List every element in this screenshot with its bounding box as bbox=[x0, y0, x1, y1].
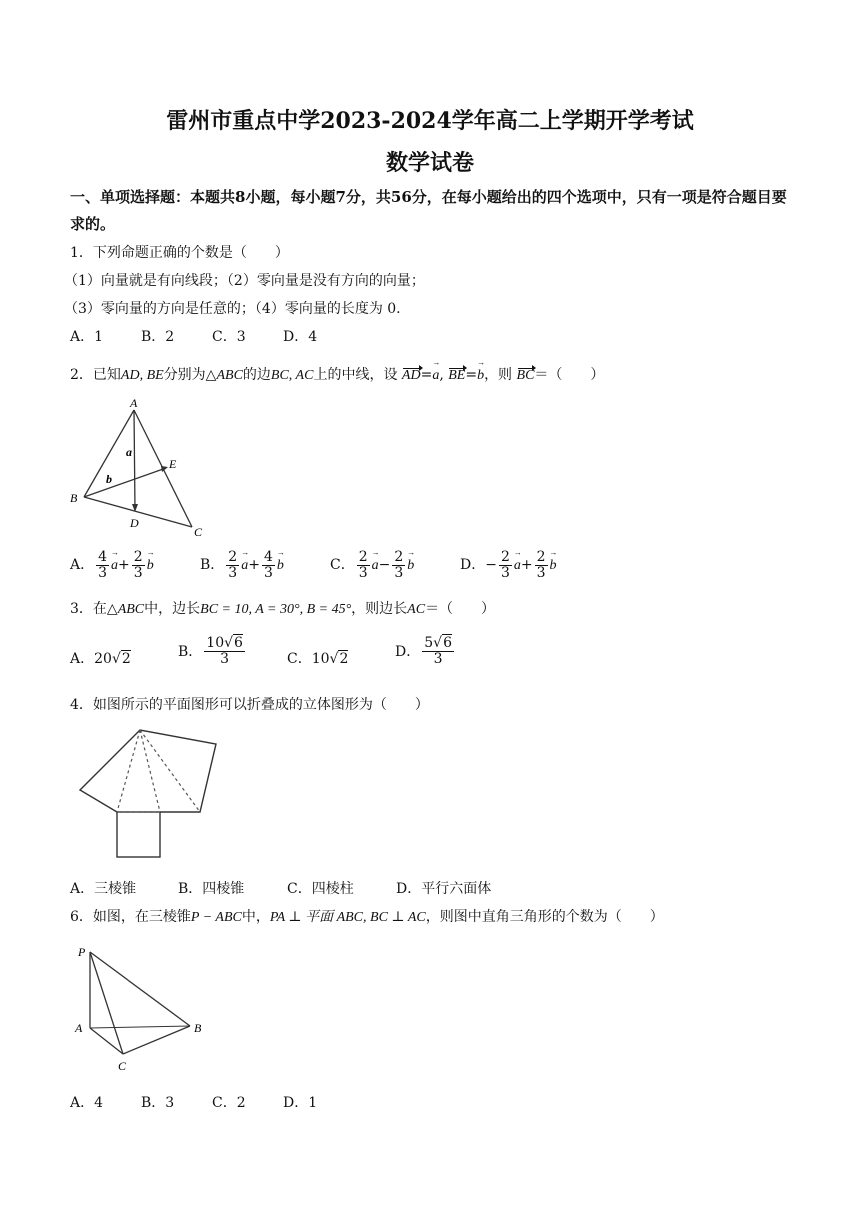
q2-option-a-vec-b: b → bbox=[147, 558, 154, 574]
q2-label-c-point: C bbox=[194, 525, 203, 539]
q2-option-d bbox=[460, 550, 557, 580]
q4-option-a: A．三棱锥 bbox=[70, 881, 137, 897]
q2-vector-b: b → bbox=[477, 368, 484, 384]
q6-prefix: 6．如图，在三棱锥 bbox=[70, 909, 191, 925]
q2-option-c-c2n: 2 bbox=[394, 549, 404, 565]
q1-line2: （3）零向量的方向是任意的；（4）零向量的长度为 0. bbox=[64, 301, 401, 317]
q2-option-b-label: B． bbox=[200, 557, 225, 574]
q3-abc: ABC bbox=[117, 602, 145, 617]
q2-abc: ABC bbox=[216, 368, 243, 383]
q3-option-a-rad: 2 bbox=[121, 651, 131, 667]
exam-subtitle: 数学试卷 bbox=[385, 150, 474, 176]
q2-option-c-vec-a: a → bbox=[372, 558, 379, 574]
q6-condition: PA ⊥ 平面 ABC, BC ⊥ AC bbox=[269, 910, 426, 925]
q2-option-b-c2d: 3 bbox=[263, 564, 273, 581]
q2-vector-bc: BC bbox=[516, 368, 535, 383]
q2-label-vector-a: a bbox=[126, 445, 132, 459]
q3-option-a-coef: 20 bbox=[94, 651, 112, 667]
q4-net-figure bbox=[76, 726, 226, 862]
q2-comma: ，则 bbox=[484, 367, 513, 383]
q2-option-a-frac2 bbox=[132, 550, 145, 580]
q2-option-b-c1d: 3 bbox=[228, 564, 238, 581]
q2-stem: 2．已知AD, BE分别为△ABC的边BC, AC上的中线，设 AD=a →, BE=b →，则 BC＝（ ） bbox=[70, 364, 604, 384]
q3-option-d-label: D． bbox=[395, 644, 421, 661]
q2-option-c bbox=[330, 550, 414, 580]
q6-pyramid-figure bbox=[70, 940, 220, 1076]
q2-option-b bbox=[200, 550, 284, 580]
q3-ac: AC bbox=[407, 602, 426, 617]
q6-option-d: D．1 bbox=[283, 1095, 318, 1111]
q1-option-a: A．1 bbox=[70, 329, 104, 345]
q2-option-d-lead: − bbox=[485, 557, 497, 574]
q3-option-a-label: A． bbox=[70, 651, 95, 667]
q2-label-e-point: E bbox=[169, 457, 177, 471]
q6-option-a: A．4 bbox=[70, 1095, 104, 1111]
q6-label-p: P bbox=[78, 945, 86, 959]
q3-mid2: ，则边长 bbox=[351, 601, 408, 617]
q2-option-c-c1n: 2 bbox=[358, 549, 368, 565]
q2-option-d-c1d: 3 bbox=[500, 564, 510, 581]
q1-option-b: B．2 bbox=[141, 329, 175, 345]
q3-option-a: A．20√2 bbox=[70, 651, 131, 667]
q2-label-vector-b: b bbox=[106, 472, 112, 486]
q2-ad-be: AD, BE bbox=[120, 368, 164, 383]
q2-vector-a: a → bbox=[432, 368, 439, 384]
q2-option-b-frac2 bbox=[262, 550, 275, 580]
q2-option-c-label: C． bbox=[330, 557, 355, 574]
q3-condition: BC = 10, A = 30°, B = 45° bbox=[200, 602, 352, 617]
q2-label-b-point: B bbox=[70, 491, 78, 505]
q2-label-d-point: D bbox=[130, 516, 139, 530]
q3-option-c: C．10√2 bbox=[287, 651, 349, 667]
q4-option-b: B．四棱锥 bbox=[178, 881, 245, 897]
q2-eq-1: = bbox=[420, 367, 433, 383]
q3-stem bbox=[70, 598, 495, 618]
q3-option-b-den: 3 bbox=[220, 650, 230, 667]
q2-option-b-frac1 bbox=[226, 550, 239, 580]
q2-option-b-c1n: 2 bbox=[228, 549, 238, 565]
q3-option-c-coef: 10 bbox=[311, 651, 330, 667]
q2-option-d-frac2 bbox=[535, 550, 548, 580]
q2-option-a-c2n: 2 bbox=[133, 549, 143, 565]
q2-option-d-vec-a: a → bbox=[514, 558, 521, 574]
q3-option-b bbox=[178, 636, 247, 666]
section-heading: 一、单项选择题：本题共8小题，每小题7分，共56分，在每小题给出的四个选项中，只有一项是符合题目要求的。 bbox=[70, 188, 787, 233]
q2-mid3: 上的中线，设 bbox=[313, 367, 398, 383]
q3-option-d-den: 3 bbox=[433, 650, 443, 667]
q2-label-a-point: A bbox=[130, 396, 138, 410]
q6-option-c: C．2 bbox=[212, 1095, 246, 1111]
q2-option-b-sign: + bbox=[248, 557, 260, 574]
q2-eq-2: = bbox=[465, 367, 478, 383]
q3-suffix: ＝（ ） bbox=[425, 601, 496, 617]
q3-option-d bbox=[395, 636, 456, 666]
q2-option-b-vec-a: a → bbox=[241, 558, 248, 574]
q6-mid: 中， bbox=[241, 909, 270, 925]
q2-option-d-c1n: 2 bbox=[500, 549, 510, 565]
q2-vector-be: BE bbox=[448, 368, 466, 383]
q3-option-c-rad: 2 bbox=[339, 651, 349, 667]
q2-prefix: 2．已知 bbox=[70, 367, 121, 383]
q3-option-c-label: C． bbox=[287, 651, 312, 667]
q2-option-a-sign: + bbox=[118, 557, 130, 574]
q2-option-d-vec-b: b → bbox=[550, 558, 557, 574]
q2-option-c-frac2 bbox=[392, 550, 405, 580]
q2-option-b-c2n: 4 bbox=[263, 549, 273, 565]
q4-stem: 4．如图所示的平面图形可以折叠成的立体图形为（ ） bbox=[70, 697, 429, 713]
q3-prefix: 3．在△ bbox=[70, 601, 118, 617]
q6-suffix: ，则图中直角三角形的个数为（ ） bbox=[425, 909, 664, 925]
q6-pabc: P − ABC bbox=[190, 910, 242, 925]
exam-title: 雷州市重点中学2023-2024学年高二上学期开学考试 bbox=[166, 108, 694, 134]
q3-option-b-label: B． bbox=[178, 644, 203, 661]
q2-option-d-frac1 bbox=[499, 550, 512, 580]
q6-label-b: B bbox=[194, 1021, 202, 1035]
q1-option-d: D．4 bbox=[283, 329, 318, 345]
q2-option-d-sign: + bbox=[520, 557, 533, 574]
q3-option-b-frac: $\frac{10√6}{3}$ bbox=[206, 635, 243, 667]
q2-option-c-frac1 bbox=[357, 550, 370, 580]
q3-option-d-num-coef: 5 bbox=[424, 635, 434, 651]
q2-option-a-c1d: 3 bbox=[98, 564, 108, 581]
q2-option-a-label: A． bbox=[70, 557, 95, 574]
q2-option-c-vec-b: b → bbox=[407, 558, 414, 574]
q3-option-b-num-coef: 10 bbox=[206, 635, 225, 651]
q6-label-a: A bbox=[75, 1021, 83, 1035]
q2-option-b-vec-b: b → bbox=[277, 558, 284, 574]
q2-mid2: 的边 bbox=[242, 367, 271, 383]
q2-option-d-label: D． bbox=[460, 557, 486, 574]
q2-option-d-c2d: 3 bbox=[536, 564, 546, 581]
q3-option-d-num-rad: 6 bbox=[443, 635, 452, 651]
q6-label-c: C bbox=[118, 1059, 127, 1073]
q3-option-b-num-rad: 6 bbox=[234, 635, 243, 651]
q2-mid1: 分别为△ bbox=[163, 367, 217, 383]
q2-option-c-c2d: 3 bbox=[394, 564, 404, 581]
q2-option-d-c2n: 2 bbox=[536, 549, 546, 565]
q2-option-c-c1d: 3 bbox=[358, 564, 368, 581]
q2-vector-ad: AD bbox=[401, 368, 421, 383]
q6-option-b: B．3 bbox=[141, 1095, 175, 1111]
q1-line1: （1）向量就是有向线段；（2）零向量是没有方向的向量； bbox=[64, 273, 425, 289]
q2-suffix: ＝（ ） bbox=[534, 367, 605, 383]
q2-option-a-frac1 bbox=[96, 550, 109, 580]
q3-option-d-frac: $\frac{5√6}{3}$ bbox=[424, 635, 452, 667]
q2-option-a-c2d: 3 bbox=[133, 564, 143, 581]
q2-triangle-figure bbox=[66, 396, 216, 542]
q2-bc-ac: BC, AC bbox=[270, 368, 314, 383]
q1-stem: 1．下列命题正确的个数是（ ） bbox=[70, 245, 289, 261]
q2-option-c-sign: − bbox=[378, 557, 391, 574]
q2-option-a bbox=[70, 550, 154, 580]
q1-option-c: C．3 bbox=[212, 329, 246, 345]
q6-stem bbox=[70, 906, 664, 926]
q2-option-a-c1n: 4 bbox=[98, 549, 108, 565]
q2-option-a-vec-a: a → bbox=[111, 558, 118, 574]
q4-option-d: D．平行六面体 bbox=[396, 881, 492, 897]
q3-mid: 中，边长 bbox=[144, 601, 201, 617]
q4-option-c: C．四棱柱 bbox=[287, 881, 354, 897]
